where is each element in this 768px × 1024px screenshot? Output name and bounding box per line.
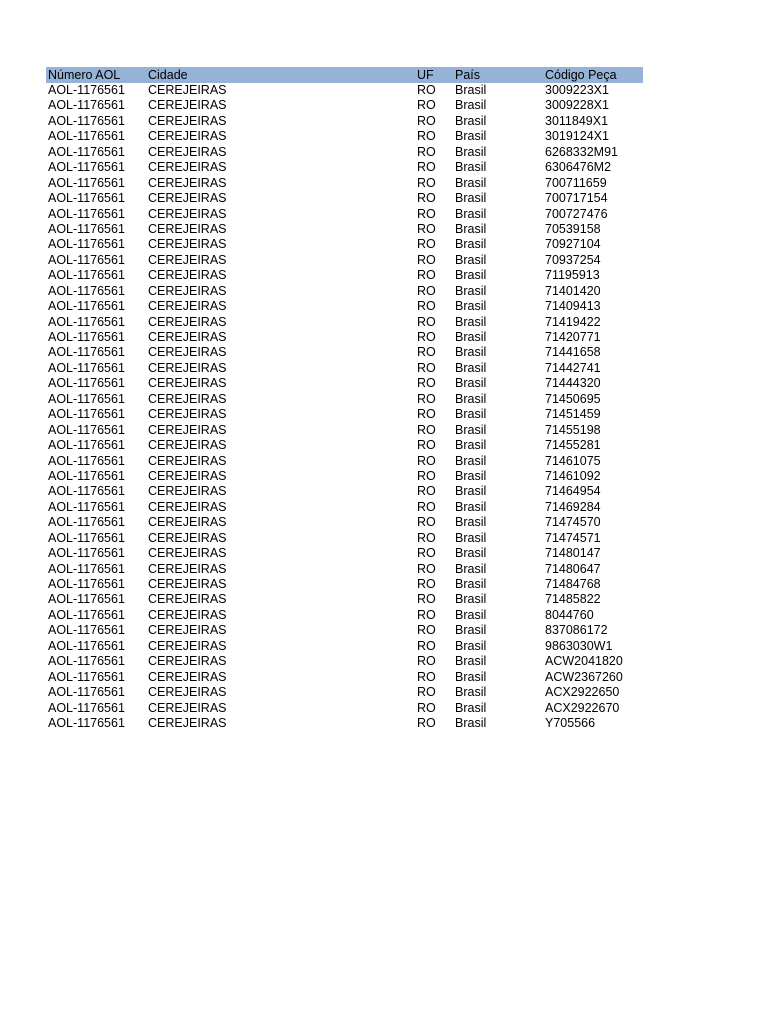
cell-codigo-peca: ACX2922670 (545, 700, 620, 715)
cell-numero-aol: AOL-1176561 (48, 577, 125, 591)
cell-numero-aol: AOL-1176561 (48, 515, 125, 530)
cell-cidade: CEREJEIRAS (148, 546, 227, 561)
cell-pais: Brasil (455, 345, 487, 360)
cell-cidade: CEREJEIRAS (148, 391, 227, 406)
cell-uf: RO (417, 407, 436, 422)
cell-uf: RO (417, 499, 436, 514)
cell-uf: RO (417, 654, 436, 669)
cell-cidade: CEREJEIRAS (148, 685, 227, 700)
header-cidade: Cidade (148, 68, 188, 82)
table-row (46, 284, 643, 299)
cell-cidade: CEREJEIRAS (148, 530, 227, 545)
cell-numero-aol: AOL-1176561 (48, 468, 125, 483)
cell-numero-aol: AOL-1176561 (48, 546, 125, 561)
cell-pais: Brasil (455, 283, 487, 298)
cell-codigo-peca: ACW2041820 (545, 654, 623, 669)
cell-uf: RO (417, 129, 436, 144)
table-row (46, 361, 643, 376)
cell-numero-aol: AOL-1176561 (48, 592, 125, 607)
cell-codigo-peca: Y705566 (545, 715, 596, 730)
table-row (46, 330, 643, 345)
cell-codigo-peca: 71480147 (545, 546, 601, 561)
table-row (46, 176, 643, 191)
table-row (46, 562, 643, 577)
cell-pais: Brasil (455, 98, 487, 113)
table-row (46, 83, 643, 98)
cell-codigo-peca: 71461092 (545, 468, 601, 483)
cell-codigo-peca: 71401420 (545, 283, 601, 298)
cell-pais: Brasil (455, 700, 487, 715)
cell-codigo-peca: 70539158 (545, 221, 601, 236)
cell-codigo-peca: 71484768 (545, 577, 601, 591)
table-row (46, 145, 643, 160)
cell-codigo-peca: 71461075 (545, 453, 601, 468)
cell-uf: RO (417, 83, 436, 97)
cell-cidade: CEREJEIRAS (148, 268, 227, 283)
cell-numero-aol: AOL-1176561 (48, 669, 125, 684)
cell-numero-aol: AOL-1176561 (48, 685, 125, 700)
cell-cidade: CEREJEIRAS (148, 360, 227, 375)
cell-cidade: CEREJEIRAS (148, 175, 227, 190)
cell-numero-aol: AOL-1176561 (48, 453, 125, 468)
cell-cidade: CEREJEIRAS (148, 700, 227, 715)
cell-uf: RO (417, 175, 436, 190)
table-row (46, 701, 643, 716)
cell-pais: Brasil (455, 669, 487, 684)
table-row (46, 268, 643, 283)
cell-pais: Brasil (455, 530, 487, 545)
cell-cidade: CEREJEIRAS (148, 715, 227, 730)
cell-uf: RO (417, 160, 436, 175)
table-row (46, 685, 643, 700)
cell-numero-aol: AOL-1176561 (48, 715, 125, 730)
cell-numero-aol: AOL-1176561 (48, 144, 125, 159)
cell-uf: RO (417, 700, 436, 715)
header-codigo-peca: Código Peça (545, 68, 617, 82)
cell-numero-aol: AOL-1176561 (48, 438, 125, 453)
cell-uf: RO (417, 191, 436, 206)
cell-codigo-peca: 700711659 (545, 175, 607, 190)
cell-pais: Brasil (455, 499, 487, 514)
cell-codigo-peca: 70927104 (545, 237, 601, 252)
cell-pais: Brasil (455, 577, 487, 591)
cell-pais: Brasil (455, 268, 487, 283)
cell-codigo-peca: 71464954 (545, 484, 601, 499)
table-header-row (46, 67, 643, 83)
cell-pais: Brasil (455, 715, 487, 730)
cell-uf: RO (417, 237, 436, 252)
table-row (46, 654, 643, 669)
cell-numero-aol: AOL-1176561 (48, 299, 125, 314)
cell-cidade: CEREJEIRAS (148, 345, 227, 360)
cell-pais: Brasil (455, 360, 487, 375)
cell-pais: Brasil (455, 407, 487, 422)
cell-codigo-peca: 71485822 (545, 592, 601, 607)
table-row (46, 253, 643, 268)
table-row (46, 716, 643, 731)
cell-cidade: CEREJEIRAS (148, 561, 227, 576)
cell-uf: RO (417, 345, 436, 360)
cell-cidade: CEREJEIRAS (148, 314, 227, 329)
cell-numero-aol: AOL-1176561 (48, 623, 125, 638)
table-row (46, 546, 643, 561)
cell-codigo-peca: 71420771 (545, 330, 601, 344)
cell-pais: Brasil (455, 144, 487, 159)
cell-codigo-peca: 3011849X1 (545, 113, 609, 128)
cell-pais: Brasil (455, 237, 487, 252)
cell-cidade: CEREJEIRAS (148, 191, 227, 206)
cell-codigo-peca: 70937254 (545, 252, 601, 267)
cell-cidade: CEREJEIRAS (148, 484, 227, 499)
cell-codigo-peca: 71474571 (545, 530, 601, 545)
cell-pais: Brasil (455, 515, 487, 530)
parts-table (46, 67, 643, 731)
cell-pais: Brasil (455, 453, 487, 468)
table-row (46, 577, 643, 592)
cell-cidade: CEREJEIRAS (148, 623, 227, 638)
cell-uf: RO (417, 376, 436, 391)
cell-numero-aol: AOL-1176561 (48, 530, 125, 545)
cell-uf: RO (417, 252, 436, 267)
cell-uf: RO (417, 685, 436, 700)
cell-numero-aol: AOL-1176561 (48, 407, 125, 422)
cell-numero-aol: AOL-1176561 (48, 345, 125, 360)
cell-codigo-peca: 837086172 (545, 623, 608, 638)
cell-pais: Brasil (455, 113, 487, 128)
cell-numero-aol: AOL-1176561 (48, 237, 125, 252)
cell-pais: Brasil (455, 83, 487, 97)
cell-pais: Brasil (455, 391, 487, 406)
table-row (46, 315, 643, 330)
table-row (46, 438, 643, 453)
table-row (46, 345, 643, 360)
cell-numero-aol: AOL-1176561 (48, 206, 125, 221)
cell-codigo-peca: 71450695 (545, 391, 601, 406)
cell-cidade: CEREJEIRAS (148, 669, 227, 684)
table-row (46, 454, 643, 469)
cell-cidade: CEREJEIRAS (148, 407, 227, 422)
cell-pais: Brasil (455, 206, 487, 221)
cell-cidade: CEREJEIRAS (148, 654, 227, 669)
cell-pais: Brasil (455, 438, 487, 453)
cell-numero-aol: AOL-1176561 (48, 191, 125, 206)
table-row (46, 623, 643, 638)
table-row (46, 98, 643, 113)
table-row (46, 531, 643, 546)
header-pais: País (455, 68, 481, 82)
cell-numero-aol: AOL-1176561 (48, 422, 125, 437)
table-row (46, 191, 643, 206)
cell-cidade: CEREJEIRAS (148, 422, 227, 437)
cell-uf: RO (417, 453, 436, 468)
cell-codigo-peca: 3019124X1 (545, 129, 609, 144)
header-numero-aol: Número AOL (48, 68, 121, 82)
table-row (46, 392, 643, 407)
cell-cidade: CEREJEIRAS (148, 252, 227, 267)
cell-pais: Brasil (455, 561, 487, 576)
cell-uf: RO (417, 283, 436, 298)
cell-numero-aol: AOL-1176561 (48, 283, 125, 298)
cell-numero-aol: AOL-1176561 (48, 252, 125, 267)
cell-pais: Brasil (455, 422, 487, 437)
cell-uf: RO (417, 638, 436, 653)
cell-pais: Brasil (455, 314, 487, 329)
cell-numero-aol: AOL-1176561 (48, 638, 125, 653)
table-row (46, 376, 643, 391)
cell-uf: RO (417, 669, 436, 684)
cell-pais: Brasil (455, 623, 487, 638)
table-row (46, 160, 643, 175)
cell-cidade: CEREJEIRAS (148, 577, 227, 591)
cell-cidade: CEREJEIRAS (148, 330, 227, 344)
cell-uf: RO (417, 144, 436, 159)
cell-numero-aol: AOL-1176561 (48, 376, 125, 391)
cell-uf: RO (417, 330, 436, 344)
cell-cidade: CEREJEIRAS (148, 160, 227, 175)
cell-cidade: CEREJEIRAS (148, 206, 227, 221)
cell-cidade: CEREJEIRAS (148, 607, 227, 622)
cell-codigo-peca: 71195913 (545, 268, 600, 283)
cell-cidade: CEREJEIRAS (148, 468, 227, 483)
cell-codigo-peca: 71444320 (545, 376, 601, 391)
cell-pais: Brasil (455, 654, 487, 669)
cell-cidade: CEREJEIRAS (148, 221, 227, 236)
cell-numero-aol: AOL-1176561 (48, 654, 125, 669)
cell-codigo-peca: 71469284 (545, 499, 601, 514)
table-row (46, 592, 643, 607)
cell-uf: RO (417, 268, 436, 283)
cell-uf: RO (417, 299, 436, 314)
cell-codigo-peca: 3009223X1 (545, 83, 609, 97)
cell-numero-aol: AOL-1176561 (48, 700, 125, 715)
cell-numero-aol: AOL-1176561 (48, 360, 125, 375)
cell-cidade: CEREJEIRAS (148, 83, 227, 97)
cell-codigo-peca: 700727476 (545, 206, 608, 221)
cell-uf: RO (417, 98, 436, 113)
cell-cidade: CEREJEIRAS (148, 237, 227, 252)
cell-uf: RO (417, 484, 436, 499)
cell-numero-aol: AOL-1176561 (48, 98, 125, 113)
cell-numero-aol: AOL-1176561 (48, 129, 125, 144)
table-row (46, 515, 643, 530)
table-row (46, 469, 643, 484)
cell-pais: Brasil (455, 592, 487, 607)
cell-codigo-peca: 71480647 (545, 561, 601, 576)
cell-pais: Brasil (455, 638, 487, 653)
cell-codigo-peca: 71455281 (545, 438, 601, 453)
cell-pais: Brasil (455, 607, 487, 622)
cell-pais: Brasil (455, 546, 487, 561)
cell-uf: RO (417, 607, 436, 622)
cell-numero-aol: AOL-1176561 (48, 160, 125, 175)
cell-pais: Brasil (455, 221, 487, 236)
cell-cidade: CEREJEIRAS (148, 299, 227, 314)
cell-uf: RO (417, 530, 436, 545)
cell-numero-aol: AOL-1176561 (48, 391, 125, 406)
cell-cidade: CEREJEIRAS (148, 144, 227, 159)
cell-numero-aol: AOL-1176561 (48, 83, 125, 97)
cell-cidade: CEREJEIRAS (148, 453, 227, 468)
cell-uf: RO (417, 577, 436, 591)
cell-codigo-peca: 3009228X1 (545, 98, 609, 113)
cell-codigo-peca: 8044760 (545, 607, 594, 622)
cell-numero-aol: AOL-1176561 (48, 561, 125, 576)
cell-codigo-peca: 700717154 (545, 191, 608, 206)
cell-uf: RO (417, 360, 436, 375)
cell-numero-aol: AOL-1176561 (48, 221, 125, 236)
table-row (46, 407, 643, 422)
cell-numero-aol: AOL-1176561 (48, 484, 125, 499)
cell-uf: RO (417, 546, 436, 561)
cell-uf: RO (417, 438, 436, 453)
cell-uf: RO (417, 206, 436, 221)
cell-pais: Brasil (455, 175, 487, 190)
cell-codigo-peca: 71409413 (545, 299, 601, 314)
table-row (46, 670, 643, 685)
cell-cidade: CEREJEIRAS (148, 499, 227, 514)
cell-pais: Brasil (455, 376, 487, 391)
cell-pais: Brasil (455, 484, 487, 499)
table-row (46, 237, 643, 252)
cell-numero-aol: AOL-1176561 (48, 113, 125, 128)
table-row (46, 222, 643, 237)
cell-uf: RO (417, 391, 436, 406)
cell-codigo-peca: 6306476M2 (545, 160, 612, 175)
cell-numero-aol: AOL-1176561 (48, 330, 125, 344)
cell-uf: RO (417, 592, 436, 607)
cell-cidade: CEREJEIRAS (148, 592, 227, 607)
cell-pais: Brasil (455, 129, 487, 144)
cell-codigo-peca: 71441658 (545, 345, 601, 360)
table-body (46, 83, 643, 731)
cell-uf: RO (417, 623, 436, 638)
cell-cidade: CEREJEIRAS (148, 283, 227, 298)
cell-pais: Brasil (455, 252, 487, 267)
cell-cidade: CEREJEIRAS (148, 638, 227, 653)
cell-codigo-peca: 71451459 (545, 407, 601, 422)
cell-numero-aol: AOL-1176561 (48, 499, 125, 514)
cell-codigo-peca: 71442741 (545, 360, 601, 375)
cell-uf: RO (417, 468, 436, 483)
cell-uf: RO (417, 221, 436, 236)
table-row (46, 207, 643, 222)
header-uf: UF (417, 68, 434, 82)
cell-codigo-peca: 9863030W1 (545, 638, 613, 653)
cell-uf: RO (417, 561, 436, 576)
cell-cidade: CEREJEIRAS (148, 98, 227, 113)
cell-pais: Brasil (455, 685, 487, 700)
table-row (46, 484, 643, 499)
cell-cidade: CEREJEIRAS (148, 376, 227, 391)
cell-codigo-peca: 6268332M91 (545, 144, 618, 159)
cell-codigo-peca: ACX2922650 (545, 685, 620, 700)
cell-pais: Brasil (455, 191, 487, 206)
table-row (46, 639, 643, 654)
cell-uf: RO (417, 515, 436, 530)
cell-numero-aol: AOL-1176561 (48, 314, 125, 329)
table-row (46, 129, 643, 144)
table-row (46, 608, 643, 623)
cell-uf: RO (417, 422, 436, 437)
cell-codigo-peca: ACW2367260 (545, 669, 623, 684)
cell-numero-aol: AOL-1176561 (48, 175, 125, 190)
cell-cidade: CEREJEIRAS (148, 129, 227, 144)
cell-pais: Brasil (455, 330, 487, 344)
table-row (46, 114, 643, 129)
cell-numero-aol: AOL-1176561 (48, 268, 125, 283)
table-row (46, 423, 643, 438)
cell-codigo-peca: 71419422 (545, 314, 601, 329)
cell-pais: Brasil (455, 468, 487, 483)
cell-cidade: CEREJEIRAS (148, 113, 227, 128)
cell-pais: Brasil (455, 299, 487, 314)
cell-codigo-peca: 71455198 (545, 422, 601, 437)
cell-uf: RO (417, 314, 436, 329)
cell-uf: RO (417, 113, 436, 128)
cell-uf: RO (417, 715, 436, 730)
cell-pais: Brasil (455, 160, 487, 175)
cell-numero-aol: AOL-1176561 (48, 607, 125, 622)
table-row (46, 299, 643, 314)
table-row (46, 500, 643, 515)
cell-codigo-peca: 71474570 (545, 515, 601, 530)
cell-cidade: CEREJEIRAS (148, 438, 227, 453)
cell-cidade: CEREJEIRAS (148, 515, 227, 530)
